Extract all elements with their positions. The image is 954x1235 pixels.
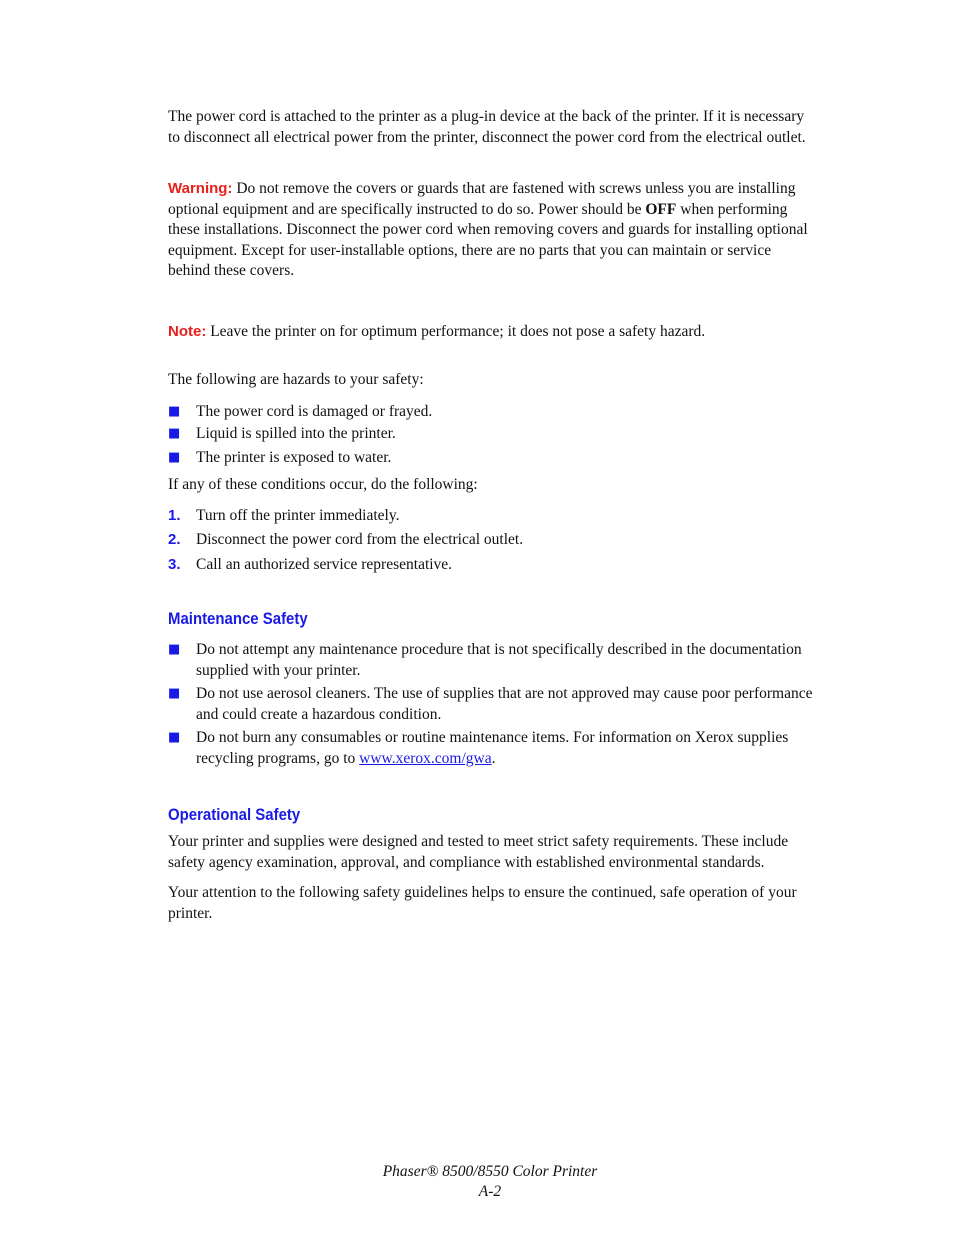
intro-paragraph: The power cord is attached to the printer as a plug-in device at the back of the printer. If it is necessary to disconnect all electrical power from the printer, disconnect the power cord from the electrical outlet.	[168, 108, 806, 146]
maintenance-heading: Maintenance Safety	[168, 609, 308, 628]
square-bullet-icon: ■	[168, 686, 181, 701]
step-number: 1.	[168, 506, 181, 524]
square-bullet-icon: ■	[168, 642, 181, 657]
note-paragraph	[168, 322, 814, 343]
maintenance-text: Do not use aerosol cleaners. The use of supplies that are not approved may cause poor performance and could create a hazardous condition.	[196, 685, 813, 723]
step-number: 2.	[168, 531, 181, 548]
maintenance-text: Do not attempt any maintenance procedure that is not specifically described in the documentation supplied with your printer.	[196, 641, 802, 679]
step-text: Call an authorized service representative.	[196, 555, 453, 573]
maintenance-text: Do not burn any consumables or routine maintenance items. For information on Xerox supplies recycling programs, go to	[196, 729, 789, 767]
page-footer	[0, 1162, 954, 1202]
note-text: Leave the printer on for optimum performance; it does not pose a safety hazard.	[206, 322, 706, 340]
operational-paragraph-1: Your printer and supplies were designed and tested to meet strict safety requirements. These include safety agency examination, approval, and compliance with established environmental standards.	[168, 833, 789, 871]
warning-text-before: Do not remove the covers or guards that are fastened with screws unless you are installing optional equipment and are specifically instructed to do so. Power should be	[168, 180, 796, 218]
page-body	[168, 107, 814, 924]
maintenance-list	[168, 640, 814, 769]
list-item	[168, 640, 814, 681]
footer-title: Phaser® 8500/8550 Color Printer	[382, 1163, 598, 1180]
warning-bold-off: OFF	[645, 200, 677, 218]
step-number: 3.	[168, 555, 181, 573]
list-item	[168, 424, 814, 445]
page-number: A-2	[478, 1183, 502, 1200]
warning-paragraph	[168, 179, 814, 282]
list-item	[168, 530, 814, 551]
square-bullet-icon: ■	[168, 403, 181, 419]
list-item	[168, 555, 814, 576]
hazards-list	[168, 402, 814, 469]
list-item	[168, 684, 814, 725]
list-item	[168, 506, 814, 527]
list-item	[168, 448, 814, 469]
operational-paragraph-2: Your attention to the following safety guidelines helps to ensure the continued, safe operation of your printer.	[168, 884, 797, 922]
steps-list	[168, 506, 814, 576]
list-item	[168, 728, 814, 769]
list-item	[168, 402, 814, 423]
link-suffix: .	[491, 749, 496, 767]
conditions-intro: If any of these conditions occur, do the following:	[168, 476, 478, 493]
warning-text-after: when performing these installations. Disconnect the power cord when removing covers and guards for installing optional equipment. Except for user-installable options, there are no parts that you can maintain or service behind these covers.	[168, 200, 808, 279]
xerox-gwa-link[interactable]: www.xerox.com/gwa	[359, 749, 492, 767]
warning-label: Warning:	[168, 180, 233, 197]
square-bullet-icon: ■	[168, 449, 181, 465]
hazards-intro: The following are hazards to your safety:	[168, 371, 424, 388]
hazard-text: The power cord is damaged or frayed.	[196, 402, 433, 420]
step-text: Turn off the printer immediately.	[196, 506, 400, 524]
hazard-text: The printer is exposed to water.	[196, 448, 392, 466]
note-label: Note:	[168, 322, 207, 340]
hazard-text: Liquid is spilled into the printer.	[196, 425, 396, 442]
step-text: Disconnect the power cord from the electrical outlet.	[196, 531, 524, 548]
operational-heading: Operational Safety	[168, 805, 301, 824]
square-bullet-icon: ■	[168, 426, 181, 441]
square-bullet-icon: ■	[168, 730, 181, 745]
